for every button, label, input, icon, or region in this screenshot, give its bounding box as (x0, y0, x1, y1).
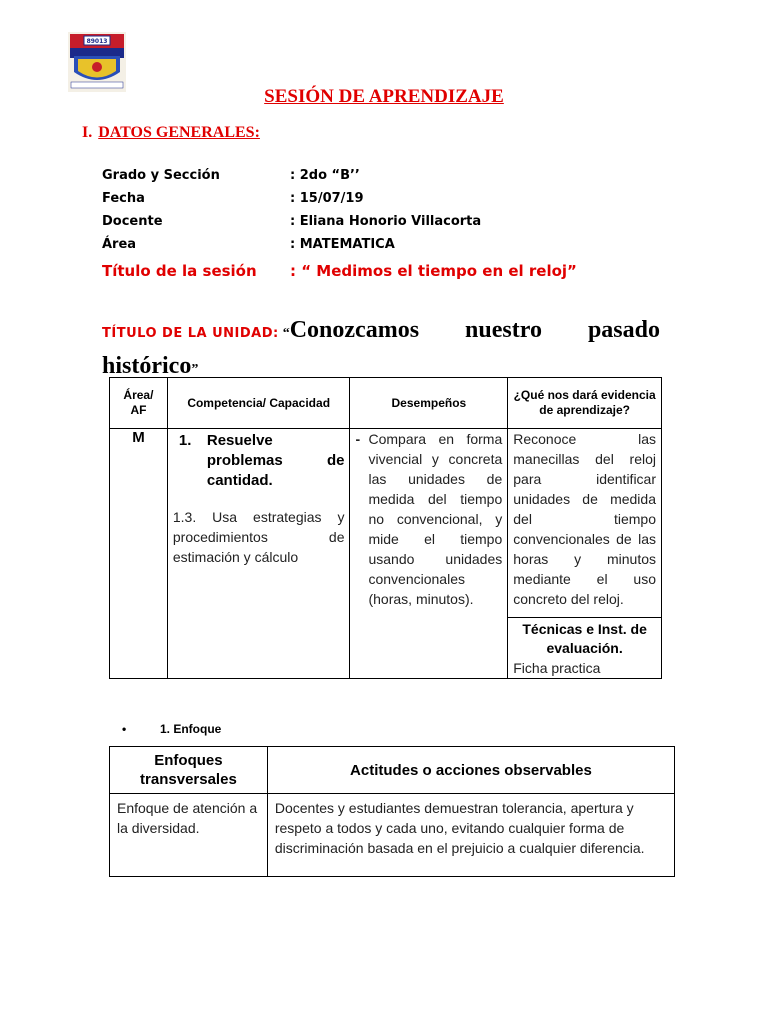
bullet-dot: • (122, 722, 127, 736)
section-label: DATOS GENERALES: (98, 124, 260, 141)
evidencia-text: Reconoce las manecillas del reloj para identificar unidades de medida del tiempo convencionales de las horas y minutos mediante el uso concreto del reloj. (513, 431, 656, 607)
header-evidencia: ¿Qué nos dará evidencia de aprendizaje? (508, 378, 662, 429)
unit-title-line2: histórico (102, 353, 192, 379)
info-value: : 15/07/19 (290, 191, 364, 206)
evidencia-cell (508, 429, 662, 618)
unit-title-block (102, 314, 660, 386)
actitud-cell: Docentes y estudiantes demuestran tolerancia, apertura y respeto a todos y cada uno, evitando cualquier forma de discriminación basada en el prejuicio a cualquier diferencia. (267, 794, 674, 877)
tecnicas-cell (508, 618, 662, 679)
table-row (110, 794, 675, 877)
planning-table (109, 377, 662, 679)
unit-title-word: Conozcamos (289, 317, 420, 343)
info-label: Área (102, 237, 137, 252)
info-value: : Eliana Honorio Villacorta (290, 214, 482, 229)
info-label: Grado y Sección (102, 168, 220, 183)
unit-title-word: pasado (587, 317, 660, 343)
close-quote: ” (191, 362, 199, 377)
competencia-text: Resuelve problemas de cantidad. (206, 432, 345, 489)
competencia-cell (167, 429, 350, 679)
enfoque-bullet-item (122, 722, 221, 736)
tecnicas-value: Ficha practica (513, 660, 601, 676)
tecnicas-header: Técnicas e Inst. de evaluación. (522, 621, 647, 656)
enfoque-cell: Enfoque de atención a la diversidad. (110, 794, 268, 877)
capacidad-text: 1.3. Usa estrategias y procedimientos de estimación y cálculo (172, 509, 345, 565)
enfoque-label: 1. Enfoque (160, 722, 222, 736)
info-value: : MATEMATICA (290, 237, 395, 252)
info-label: Fecha (102, 191, 145, 206)
header-competencia: Competencia/ Capacidad (167, 378, 350, 429)
desempeno-bullet: - (355, 431, 361, 447)
enfoques-table (109, 746, 675, 877)
header-area: Área/ AF (110, 378, 168, 429)
school-logo (68, 32, 126, 92)
document-title: SESIÓN DE APRENDIZAJE (264, 86, 504, 107)
unit-label: TÍTULO DE LA UNIDAD: (102, 326, 279, 341)
header-desempenos: Desempeños (350, 378, 508, 429)
info-value: : “ Medimos el tiempo en el reloj” (290, 262, 577, 280)
desempeno-text: Compara en forma vivencial y concreta las unidades de medida del tiempo no convencional, y mide el tiempo usando unidades convencionales (horas, minutos). (368, 431, 503, 607)
planning-table-row (110, 429, 662, 618)
header-actitudes: Actitudes o acciones observables (267, 747, 674, 794)
section-heading (82, 124, 260, 142)
unit-title-word: nuestro (465, 317, 542, 343)
desempeno-cell (350, 429, 508, 679)
section-number: I. (82, 124, 93, 141)
logo-number: 89013 (86, 38, 108, 45)
info-value: : 2do “B’’ (290, 168, 360, 183)
header-enfoques: Enfoques transversales (110, 747, 268, 794)
info-label: Título de la sesión (102, 262, 257, 280)
info-label: Docente (102, 214, 163, 229)
planning-table-header (110, 378, 662, 429)
area-cell: M (110, 429, 168, 679)
enfoques-table-header (110, 747, 675, 794)
open-quote: “ (282, 326, 290, 341)
competencia-number: 1. (178, 432, 192, 449)
competencia-title (173, 431, 345, 491)
